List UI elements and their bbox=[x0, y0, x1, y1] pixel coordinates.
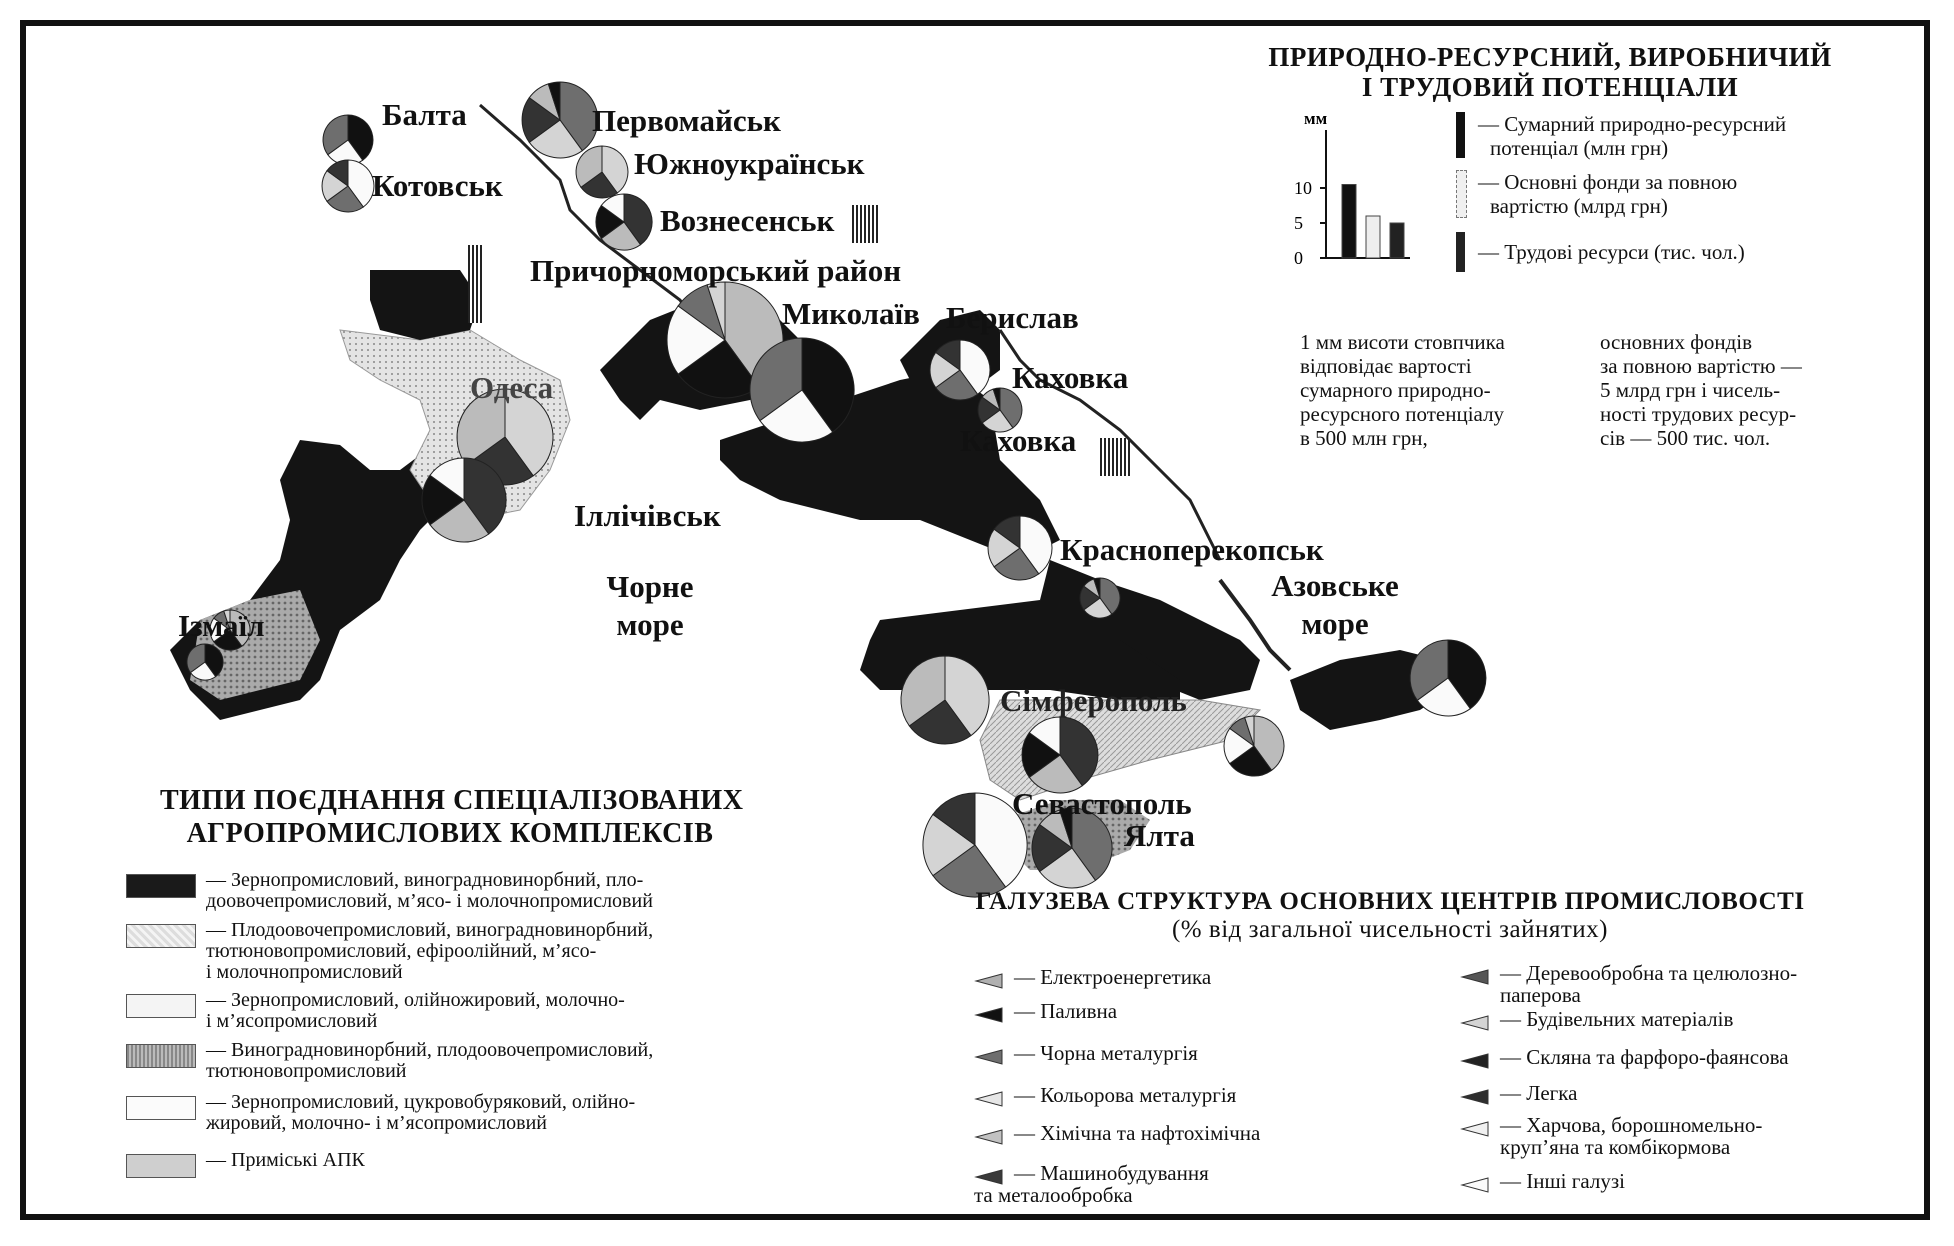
industry-legend-wedge bbox=[976, 974, 1002, 988]
industry-pie bbox=[930, 340, 990, 400]
agro-legend-swatch bbox=[126, 874, 196, 898]
potential-title-line2: І ТРУДОВИЙ ПОТЕНЦІАЛИ bbox=[1361, 72, 1739, 102]
industry-legend-title bbox=[950, 888, 1830, 944]
industry-legend-symbol bbox=[972, 1088, 1006, 1110]
industry-pie bbox=[596, 194, 652, 250]
agro-legend-swatch bbox=[126, 1044, 196, 1068]
note-right-line: за повною вартістю — bbox=[1600, 354, 1802, 378]
label-beryslav: Берислав bbox=[946, 300, 1079, 335]
label-prychornomorskyi: Причорноморський район bbox=[530, 253, 902, 288]
industry-legend-symbol bbox=[972, 1004, 1006, 1026]
potential-item-1-line1: — Сумарний природно-ресурсний bbox=[1478, 112, 1787, 136]
industry-legend-text: — Хімічна та нафтохімічна bbox=[1014, 1121, 1261, 1145]
industry-legend-text: — Машинобудування bbox=[1014, 1161, 1209, 1185]
label-voznesensk: Вознесенськ bbox=[660, 203, 835, 238]
industry-legend-text: круп’яна та комбікормова bbox=[1500, 1135, 1731, 1159]
note-left-line: 1 мм висоти стовпчика bbox=[1300, 330, 1505, 354]
industry-legend-text: — Інші галузі bbox=[1500, 1169, 1625, 1193]
potential-item-2-line2: вартістю (млрд грн) bbox=[1490, 194, 1668, 218]
industry-legend-symbol bbox=[972, 970, 1006, 992]
sample-bar bbox=[1366, 216, 1380, 258]
industry-title-line2: (% від загальної чисельності зайнятих) bbox=[1171, 916, 1609, 943]
note-left-line: сумарного природно- bbox=[1300, 378, 1491, 402]
label-yuzhnoukrainsk: Южноукраїнськ bbox=[634, 146, 865, 181]
industry-pie bbox=[323, 115, 373, 165]
note-right-line: 5 млрд грн і чисель- bbox=[1600, 378, 1781, 402]
label-azov-sea bbox=[1260, 567, 1410, 643]
agro-legend-text: і молочнопромисловий bbox=[206, 961, 403, 983]
potential-swatch-3 bbox=[1456, 232, 1465, 272]
industry-legend-text: — Кольорова металургія bbox=[1014, 1083, 1237, 1107]
industry-pie bbox=[750, 338, 854, 442]
label-kakhovka-2: Каховка bbox=[960, 423, 1077, 458]
industry-legend-symbol bbox=[972, 1126, 1006, 1148]
map-bar-voznesensk bbox=[850, 205, 880, 243]
industry-pie bbox=[1410, 640, 1486, 716]
agro-legend-text: — Зернопромисловий, цукровобуряковий, олійно- bbox=[206, 1091, 636, 1113]
industry-legend-wedge bbox=[976, 1050, 1002, 1064]
agro-title-line1: ТИПИ ПОЄДНАННЯ СПЕЦІАЛІЗОВАНИХ bbox=[160, 785, 744, 816]
axis-unit: мм bbox=[1304, 109, 1328, 128]
label-kotovsk: Котовськ bbox=[372, 168, 503, 203]
label-odesa: Одеса bbox=[470, 370, 554, 405]
agro-legend-text: жировий, молочно- і м’ясопромисловий bbox=[206, 1112, 547, 1134]
industry-legend-symbol bbox=[1458, 1174, 1492, 1196]
sample-bar-chart bbox=[1290, 108, 1430, 268]
industry-pie bbox=[522, 82, 598, 158]
industry-legend-wedge bbox=[976, 1092, 1002, 1106]
industry-legend-wedge bbox=[1462, 1178, 1488, 1192]
label-sevastopol: Севастополь bbox=[1012, 786, 1192, 821]
label-balta: Балта bbox=[382, 97, 467, 132]
industry-legend-symbol bbox=[1458, 1118, 1492, 1140]
industry-legend-wedge bbox=[976, 1170, 1002, 1184]
label-simferopol: Сімферополь bbox=[1000, 683, 1187, 718]
potential-title-line1: ПРИРОДНО-РЕСУРСНИЙ, ВИРОБНИЧИЙ bbox=[1268, 42, 1832, 72]
potential-title bbox=[1260, 42, 1840, 102]
industry-pie bbox=[576, 146, 628, 198]
label-illichivsk: Іллічівськ bbox=[574, 498, 721, 533]
label-krasnoperekopsk: Красноперекопськ bbox=[1060, 532, 1324, 567]
potential-note-left bbox=[1300, 330, 1505, 450]
azov-sea-line1: Азовське bbox=[1271, 568, 1399, 603]
industry-legend-symbol bbox=[1458, 1050, 1492, 1072]
industry-legend-text: — Електроенергетика bbox=[1014, 965, 1212, 989]
label-mykolaiv: Миколаїв bbox=[782, 296, 920, 331]
industry-pie bbox=[1224, 716, 1284, 776]
sample-bar bbox=[1390, 223, 1404, 258]
axis-tick-label: 0 bbox=[1294, 248, 1303, 268]
potential-item-2-line1: — Основні фонди за повною bbox=[1478, 170, 1738, 194]
industry-legend-wedge bbox=[1462, 1090, 1488, 1104]
industry-legend-symbol bbox=[972, 1046, 1006, 1068]
industry-pie bbox=[1022, 717, 1098, 793]
map-bar-kherson bbox=[1100, 438, 1130, 476]
agro-legend-text: тютюновопромисловий bbox=[206, 1060, 407, 1082]
industry-pie bbox=[901, 656, 989, 744]
black-sea-line1: Чорне bbox=[606, 569, 694, 604]
agro-legend-text: — Зернопромисловий, виноградновинорбний, пло- bbox=[206, 869, 644, 891]
agro-legend-swatch bbox=[126, 1154, 196, 1178]
industry-legend-text: та металообробка bbox=[974, 1183, 1133, 1207]
industry-legend-text: — Харчова, борошномельно- bbox=[1500, 1113, 1763, 1137]
potential-note-right bbox=[1600, 330, 1802, 450]
note-right-line: сів — 500 тис. чол. bbox=[1600, 426, 1771, 450]
agro-legend-swatch bbox=[126, 1096, 196, 1120]
label-yalta: Ялта bbox=[1124, 818, 1195, 853]
note-left-line: відповідає вартості bbox=[1300, 354, 1472, 378]
industry-legend-text: — Легка bbox=[1500, 1081, 1578, 1105]
note-left-line: ресурсного потенціалу bbox=[1300, 402, 1505, 426]
industry-legend-text: — Скляна та фарфоро-фаянсова bbox=[1500, 1045, 1789, 1069]
industry-pie bbox=[1080, 578, 1120, 618]
industry-legend-wedge bbox=[1462, 1122, 1488, 1136]
industry-title-line1: ГАЛУЗЕВА СТРУКТУРА ОСНОВНИХ ЦЕНТРІВ ПРОМИСЛОВОСТІ bbox=[975, 888, 1805, 915]
agro-legend-title bbox=[160, 784, 744, 850]
sample-bar bbox=[1342, 185, 1356, 259]
azov-sea-line2: море bbox=[1301, 606, 1369, 641]
industry-legend-text: — Паливна bbox=[1014, 999, 1118, 1023]
potential-swatch-1 bbox=[1456, 112, 1465, 158]
potential-item-3-text: — Трудові ресурси (тис. чол.) bbox=[1478, 240, 1745, 264]
map-bar-prych bbox=[468, 245, 484, 323]
industry-legend-text: — Будівельних матеріалів bbox=[1500, 1007, 1734, 1031]
industry-legend-wedge bbox=[1462, 1016, 1488, 1030]
agro-legend-text: — Плодоовочепромисловий, виноградновинорбний, bbox=[206, 919, 654, 941]
industry-pie bbox=[422, 458, 506, 542]
agro-legend-text: доовочепромисловий, м’ясо- і молочнопромисловий bbox=[206, 890, 653, 912]
industry-pie bbox=[187, 644, 223, 680]
industry-pie bbox=[322, 160, 374, 212]
axis-tick-label: 10 bbox=[1294, 178, 1312, 198]
industry-legend-symbol bbox=[1458, 966, 1492, 988]
note-right-line: ності трудових ресур- bbox=[1600, 402, 1797, 426]
region-northwest bbox=[370, 270, 480, 340]
potential-swatch-2 bbox=[1456, 170, 1467, 218]
industry-legend-symbol bbox=[1458, 1086, 1492, 1108]
industry-legend-text: — Чорна металургія bbox=[1014, 1041, 1198, 1065]
agro-legend-text: тютюновопромисловий, ефіроолійний, м’ясо- bbox=[206, 940, 597, 962]
axis-tick-label: 5 bbox=[1294, 213, 1303, 233]
agro-legend-text: — Зернопромисловий, олійножировий, молочно- bbox=[206, 989, 625, 1011]
industry-legend-symbol bbox=[1458, 1012, 1492, 1034]
black-sea-line2: море bbox=[616, 607, 684, 642]
label-izmail: Ізмаїл bbox=[178, 608, 265, 643]
industry-legend-wedge bbox=[1462, 1054, 1488, 1068]
label-pervomaisk: Первомайськ bbox=[592, 103, 781, 138]
agro-legend-text: — Виноградновинорбний, плодоовочепромисловий, bbox=[206, 1039, 654, 1061]
industry-legend-wedge bbox=[1462, 970, 1488, 984]
industry-legend-text: — Деревообробна та целюлозно- bbox=[1500, 961, 1798, 985]
note-left-line: в 500 млн грн, bbox=[1300, 426, 1428, 450]
industry-legend-text: паперова bbox=[1500, 983, 1581, 1007]
industry-legend-wedge bbox=[976, 1008, 1002, 1022]
agro-title-line2: АГРОПРОМИСЛОВИХ КОМПЛЕКСІВ bbox=[186, 818, 714, 849]
agro-legend-text: і м’ясопромисловий bbox=[206, 1010, 378, 1032]
label-kakhovka-1: Каховка bbox=[1012, 360, 1129, 395]
industry-pie bbox=[988, 516, 1052, 580]
label-black-sea bbox=[600, 568, 700, 644]
potential-item-1-line2: потенціал (млн грн) bbox=[1490, 136, 1669, 160]
industry-legend-wedge bbox=[976, 1130, 1002, 1144]
agro-legend-text: — Приміські АПК bbox=[206, 1149, 365, 1171]
agro-legend-swatch bbox=[126, 924, 196, 948]
note-right-line: основних фондів bbox=[1600, 330, 1753, 354]
agro-legend-swatch bbox=[126, 994, 196, 1018]
